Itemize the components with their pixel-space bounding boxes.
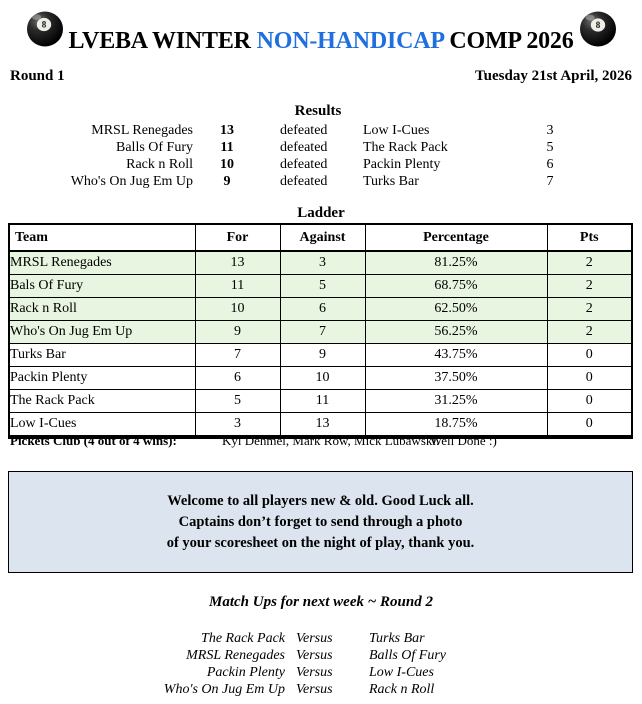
- ladder-cell-for: 3: [195, 413, 280, 437]
- ladder-table-head: [10, 225, 631, 251]
- ladder-cell-for: 9: [195, 321, 280, 344]
- table-row: [10, 298, 631, 321]
- page-header: [0, 0, 642, 56]
- results-home-team: Who's On Jug Em Up: [70, 174, 193, 189]
- table-row: [10, 390, 631, 413]
- ladder-cell-team: MRSL Renegades: [10, 251, 195, 275]
- round-label: Round 1: [10, 68, 65, 84]
- ladder-col-against: Against: [280, 225, 365, 251]
- results-away-score: 5: [546, 140, 554, 155]
- eight-ball-left-number: 8: [41, 19, 47, 30]
- matchup-row: [0, 665, 642, 682]
- ladder-cell-against: 13: [280, 413, 365, 437]
- table-row: [10, 251, 631, 275]
- results-home-score: 11: [220, 140, 234, 155]
- results-verb: defeated: [280, 157, 328, 172]
- eight-ball-icon-right: [578, 8, 618, 48]
- table-row: [10, 275, 631, 298]
- ladder-col-percentage: Percentage: [365, 225, 547, 251]
- matchup-home-team: Packin Plenty: [206, 665, 285, 680]
- page-title-part1: LVEBA WINTER: [68, 28, 257, 55]
- table-row: [10, 321, 631, 344]
- ladder-cell-against: 5: [280, 275, 365, 298]
- matchup-away-team: Low I-Cues: [369, 665, 434, 680]
- ladder-cell-team: Turks Bar: [10, 344, 195, 367]
- table-row: [10, 344, 631, 367]
- matchup-versus: Versus: [296, 648, 333, 663]
- page-title-highlight: NON-HANDICAP: [256, 28, 444, 55]
- results-away-team: Turks Bar: [363, 174, 419, 189]
- matchup-home-team: Who's On Jug Em Up: [163, 682, 285, 697]
- matchups-heading: Match Ups for next week ~ Round 2: [209, 594, 433, 610]
- ladder-cell-for: 6: [195, 367, 280, 390]
- ladder-cell-team: Packin Plenty: [10, 367, 195, 390]
- ladder-table-container: [8, 223, 633, 439]
- ladder-cell-pts: 0: [547, 390, 631, 413]
- results-home-score: 13: [220, 123, 234, 138]
- ladder-cell-against: 9: [280, 344, 365, 367]
- date-label: Tuesday 21st April, 2026: [475, 68, 632, 84]
- matchup-home-team: The Rack Pack: [201, 631, 285, 646]
- ladder-col-pts: Pts: [547, 225, 631, 251]
- eight-ball-right-number: 8: [595, 20, 601, 31]
- ladder-table-body: [10, 251, 631, 436]
- ladder-cell-against: 3: [280, 251, 365, 275]
- results-away-score: 7: [546, 174, 554, 189]
- matchup-versus: Versus: [296, 682, 333, 697]
- results-away-score: 3: [546, 123, 554, 138]
- results-row: [0, 123, 642, 140]
- ladder-cell-pts: 2: [547, 251, 631, 275]
- results-home-score: 9: [223, 174, 231, 189]
- round-date-bar: [0, 68, 642, 88]
- pickets-club-line: [0, 433, 642, 451]
- pickets-club-label: Pickets Club (4 out of 4 wins):: [10, 433, 177, 448]
- welcome-line-2: Captains don’t forget to send through a photo: [178, 513, 463, 530]
- ladder-cell-for: 11: [195, 275, 280, 298]
- results-home-score: 10: [220, 157, 234, 172]
- ladder-header-row: [10, 225, 631, 251]
- results-away-score: 6: [546, 157, 554, 172]
- ladder-cell-pts: 0: [547, 344, 631, 367]
- ladder-col-team: Team: [10, 225, 195, 251]
- ladder-cell-for: 10: [195, 298, 280, 321]
- results-verb: defeated: [280, 174, 328, 189]
- ladder-cell-team: Bals Of Fury: [10, 275, 195, 298]
- ladder-cell-percentage: 81.25%: [365, 251, 547, 275]
- results-away-team: Low I-Cues: [363, 123, 430, 138]
- ladder-cell-pts: 2: [547, 321, 631, 344]
- matchup-row: [0, 631, 642, 648]
- results-row: [0, 157, 642, 174]
- matchup-versus: Versus: [296, 631, 333, 646]
- welcome-notice-box: [8, 471, 633, 573]
- ladder-cell-for: 7: [195, 344, 280, 367]
- ladder-cell-against: 11: [280, 390, 365, 413]
- ladder-cell-team: Who's On Jug Em Up: [10, 321, 195, 344]
- results-away-team: Packin Plenty: [363, 157, 441, 172]
- welcome-line-1: Welcome to all players new & old. Good Luck all.: [167, 492, 474, 509]
- results-home-team: Rack n Roll: [126, 157, 193, 172]
- matchups-list: [0, 631, 642, 699]
- table-row: [10, 367, 631, 390]
- ladder-cell-against: 7: [280, 321, 365, 344]
- matchup-away-team: Turks Bar: [369, 631, 425, 646]
- results-heading: Results: [294, 103, 342, 119]
- ladder-cell-percentage: 62.50%: [365, 298, 547, 321]
- ladder-heading: Ladder: [297, 205, 345, 221]
- results-row: [0, 140, 642, 157]
- ladder-cell-percentage: 18.75%: [365, 413, 547, 437]
- ladder-cell-against: 10: [280, 367, 365, 390]
- ladder-cell-pts: 0: [547, 367, 631, 390]
- ladder-cell-percentage: 56.25%: [365, 321, 547, 344]
- results-verb: defeated: [280, 140, 328, 155]
- ladder-cell-percentage: 68.75%: [365, 275, 547, 298]
- page-title: [0, 28, 642, 55]
- ladder-cell-percentage: 43.75%: [365, 344, 547, 367]
- ladder-cell-team: Low I-Cues: [10, 413, 195, 437]
- ladder-cell-against: 6: [280, 298, 365, 321]
- page-title-part2: COMP 2026: [443, 28, 574, 55]
- ladder-cell-pts: 2: [547, 275, 631, 298]
- results-verb: defeated: [280, 123, 328, 138]
- ladder-cell-pts: 2: [547, 298, 631, 321]
- results-away-team: The Rack Pack: [363, 140, 448, 155]
- pickets-club-well-done: Well Done :): [430, 433, 497, 448]
- matchup-home-team: MRSL Renegades: [186, 648, 285, 663]
- results-home-team: MRSL Renegades: [91, 123, 193, 138]
- ladder-table: [10, 225, 631, 437]
- ladder-cell-pts: 0: [547, 413, 631, 437]
- ladder-cell-team: The Rack Pack: [10, 390, 195, 413]
- ladder-cell-team: Rack n Roll: [10, 298, 195, 321]
- pickets-club-names: Kyl Dehmel, Mark Row, Mick Lubawski.: [222, 433, 440, 448]
- matchup-away-team: Balls Of Fury: [369, 648, 446, 663]
- matchup-versus: Versus: [296, 665, 333, 680]
- matchup-row: [0, 648, 642, 665]
- ladder-cell-for: 5: [195, 390, 280, 413]
- matchup-away-team: Rack n Roll: [369, 682, 435, 697]
- results-list: [0, 123, 642, 191]
- ladder-col-for: For: [195, 225, 280, 251]
- results-home-team: Balls Of Fury: [116, 140, 193, 155]
- ladder-cell-percentage: 37.50%: [365, 367, 547, 390]
- welcome-line-3: of your scoresheet on the night of play, thank you.: [166, 534, 475, 551]
- ladder-cell-percentage: 31.25%: [365, 390, 547, 413]
- results-row: [0, 174, 642, 191]
- matchup-row: [0, 682, 642, 699]
- ladder-cell-for: 13: [195, 251, 280, 275]
